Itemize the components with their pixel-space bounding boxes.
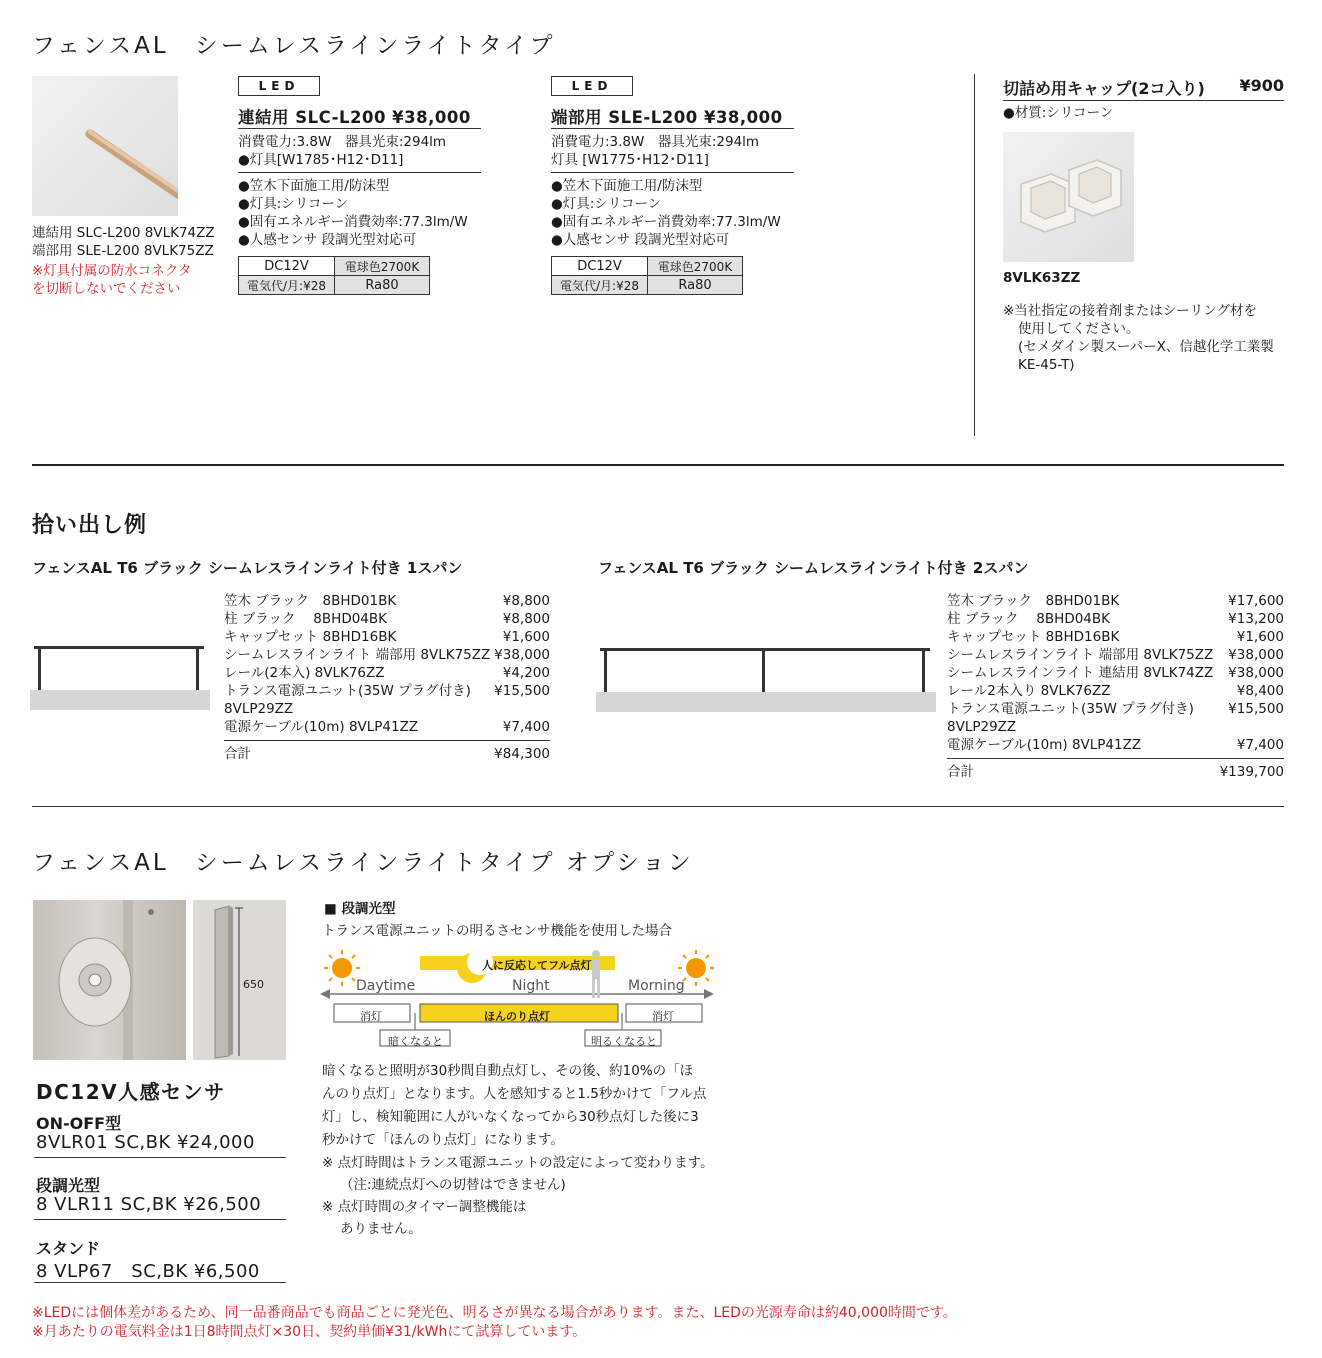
- product-bullet: ●灯具:シリコーン: [238, 196, 349, 212]
- stand-height: 650: [243, 978, 264, 991]
- list-item: トランス電源ユニット(35W プラグ付き) ¥15,500: [947, 701, 1284, 717]
- footer-note: ※月あたりの電気料金は1日8時間点灯×30日、契約単価¥31/kWhにて試算しています。: [32, 1324, 587, 1340]
- option-type: 段調光型: [36, 1176, 101, 1195]
- led-badge: LED: [551, 76, 633, 96]
- diagram-note: ※ 点灯時間のタイマー調整機能は: [322, 1199, 527, 1215]
- fence-1span-diagram: [30, 640, 210, 712]
- cap-note: 使用してください。: [1018, 321, 1140, 337]
- dark-label: 暗くなると: [388, 1035, 443, 1048]
- off-label: 消灯: [652, 1010, 674, 1023]
- motion-sensor-icon: [33, 900, 186, 1060]
- fence-2span-diagram: [596, 644, 936, 714]
- section1-title: フェンスAL シームレスラインライトタイプ: [32, 33, 556, 59]
- list-item: 電源ケーブル(10m) 8VLP41ZZ ¥7,400: [947, 737, 1284, 753]
- option-code: 8 VLP67 SC,BK ¥6,500: [36, 1261, 260, 1282]
- off-label: 消灯: [360, 1010, 382, 1023]
- ra-value: Ra80: [335, 276, 430, 295]
- spec-table: [551, 256, 743, 295]
- list-item: 笠木 ブラック 8BHD01BK ¥8,800: [224, 593, 550, 609]
- list-item: シームレスラインライト 連結用 8VLK74ZZ ¥38,000: [947, 665, 1284, 681]
- product-bullet: ●笠木下面施工用/防沫型: [551, 178, 703, 194]
- list-item: キャップセット 8BHD16BK ¥1,600: [224, 629, 550, 645]
- spec-table: [238, 256, 430, 295]
- list-item: トランス電源ユニット(35W プラグ付き) ¥15,500: [224, 683, 550, 699]
- product-bullet: ●人感センサ 段調光型対応可: [238, 232, 417, 248]
- night-label: Night: [512, 978, 550, 994]
- total-row: 合計 ¥84,300: [224, 746, 550, 762]
- product-bullet: ●固有エネルギー消費効率:77.3lm/W: [238, 214, 468, 230]
- option-type: スタンド: [36, 1239, 101, 1258]
- product-spec2: 灯具 [W1775･H12･D11]: [551, 152, 709, 168]
- sensor-image: [33, 900, 186, 1060]
- cap-image: [1003, 132, 1134, 262]
- diagram-heading: ■ 段調光型: [324, 901, 396, 917]
- product-bullet: ●固有エネルギー消費効率:77.3lm/W: [551, 214, 781, 230]
- product-spec1: 消費電力:3.8W 器具光束:294lm: [551, 134, 760, 150]
- section3-title: フェンスAL シームレスラインライトタイプ オプション: [32, 850, 694, 876]
- light-color: 電球色2700K: [648, 257, 743, 276]
- product-bullet: ●笠木下面施工用/防沫型: [238, 178, 390, 194]
- dim-label: ほんのり点灯: [484, 1010, 550, 1023]
- voltage: DC12V: [552, 257, 648, 276]
- list-item: 電源ケーブル(10m) 8VLP41ZZ ¥7,400: [224, 719, 550, 735]
- daytime-label: Daytime: [356, 978, 416, 994]
- left-caption-1: 連結用 SLC-L200 8VLK74ZZ: [32, 225, 215, 241]
- list-item: シームレスラインライト 端部用 8VLK75ZZ ¥38,000: [224, 647, 550, 663]
- cap-title: 切詰め用キャップ(2コ入り): [1003, 79, 1205, 98]
- diagram-subheading: トランス電源ユニットの明るさセンサ機能を使用した場合: [322, 923, 673, 939]
- monthly-cost: 電気代/月:¥28: [239, 276, 335, 295]
- diagram-note: （注:連続点灯への切替はできません): [340, 1177, 566, 1193]
- list-item: シームレスラインライト 端部用 8VLK75ZZ ¥38,000: [947, 647, 1284, 663]
- option-code: 8VLR01 SC,BK ¥24,000: [36, 1132, 255, 1153]
- cap-material: ●材質:シリコーン: [1003, 105, 1114, 121]
- voltage: DC12V: [239, 257, 335, 276]
- bright-label: 明るくなると: [591, 1035, 657, 1048]
- light-color: 電球色2700K: [335, 257, 430, 276]
- section2-title: 拾い出し例: [32, 513, 148, 538]
- light-rod-icon: [32, 76, 178, 216]
- sensor-title: DC12V人感センサ: [36, 1080, 226, 1104]
- ra-value: Ra80: [648, 276, 743, 295]
- left-warning-2: を切断しないでください: [32, 281, 181, 297]
- product-title: 端部用 SLE-L200 ¥38,000: [551, 108, 783, 127]
- silicone-cap-icon: [1003, 132, 1134, 262]
- stand-image: [193, 900, 286, 1060]
- total-row: 合計 ¥139,700: [947, 764, 1284, 780]
- led-badge: LED: [238, 76, 320, 96]
- left-warning-1: ※灯具付属の防水コネクタ: [32, 263, 192, 279]
- cap-title-row: [1003, 76, 1284, 99]
- section-divider: [32, 464, 1284, 466]
- list-item: キャップセット 8BHD16BK ¥1,600: [947, 629, 1284, 645]
- product-title: 連結用 SLC-L200 ¥38,000: [238, 108, 471, 127]
- sun-icon: [324, 950, 360, 986]
- diagram-note: ※ 点灯時間はトランス電源ユニットの設定によって変わります。: [322, 1155, 714, 1171]
- cap-code: 8VLK63ZZ: [1003, 270, 1081, 286]
- list-item: レール2本入り 8VLK76ZZ ¥8,400: [947, 683, 1284, 699]
- product-spec2: ●灯具[W1785･H12･D11]: [238, 152, 404, 168]
- morning-label: Morning: [628, 978, 685, 994]
- diagram-banner: 人に反応してフル点灯: [482, 959, 592, 972]
- left-caption-2: 端部用 SLE-L200 8VLK75ZZ: [32, 243, 214, 259]
- diagram-description: 暗くなると照明が30秒間自動点灯し、その後、約10%の「ほ んのり点灯」となります。人を感知すると1.5秒かけて「フル点 灯」し、検知範囲に人がいなくなってから30秒点灯した後に3 秒かけて「ほんのり点灯」になります。: [322, 1063, 707, 1148]
- product-spec1: 消費電力:3.8W 器具光束:294lm: [238, 134, 447, 150]
- cap-note: ※当社指定の接着剤またはシーリング材を: [1003, 303, 1258, 319]
- light-rod-image: [32, 76, 178, 216]
- cap-note: KE-45-T): [1018, 357, 1075, 373]
- list-item: 8VLP29ZZ: [224, 701, 294, 717]
- example1-title: フェンスAL T6 ブラック シームレスラインライト付き 1スパン: [32, 559, 463, 577]
- product-bullet: ●灯具:シリコーン: [551, 196, 662, 212]
- list-item: 柱 ブラック 8BHD04BK ¥13,200: [947, 611, 1284, 627]
- option-type: ON-OFF型: [36, 1114, 122, 1133]
- list-item: 笠木 ブラック 8BHD01BK ¥17,600: [947, 593, 1284, 609]
- cap-note: (セメダイン製スーパーX、信越化学工業製: [1018, 339, 1274, 355]
- vertical-divider: [974, 74, 975, 436]
- monthly-cost: 電気代/月:¥28: [552, 276, 648, 295]
- diagram-note: ありません。: [340, 1221, 422, 1237]
- list-item: 8VLP29ZZ: [947, 719, 1017, 735]
- product-bullet: ●人感センサ 段調光型対応可: [551, 232, 730, 248]
- section-divider: [32, 806, 1284, 807]
- list-item: レール(2本入) 8VLK76ZZ ¥4,200: [224, 665, 550, 681]
- example2-title: フェンスAL T6 ブラック シームレスラインライト付き 2スパン: [598, 559, 1029, 577]
- footer-note: ※LEDには個体差があるため、同一品番商品でも商品ごとに発光色、明るさが異なる場合があります。また、LEDの光源寿命は約40,000時間です。: [32, 1305, 957, 1321]
- option-code: 8 VLR11 SC,BK ¥26,500: [36, 1194, 262, 1215]
- cap-price: ¥900: [1239, 76, 1284, 95]
- sensor-stand-icon: [193, 900, 286, 1060]
- list-item: 柱 ブラック 8BHD04BK ¥8,800: [224, 611, 550, 627]
